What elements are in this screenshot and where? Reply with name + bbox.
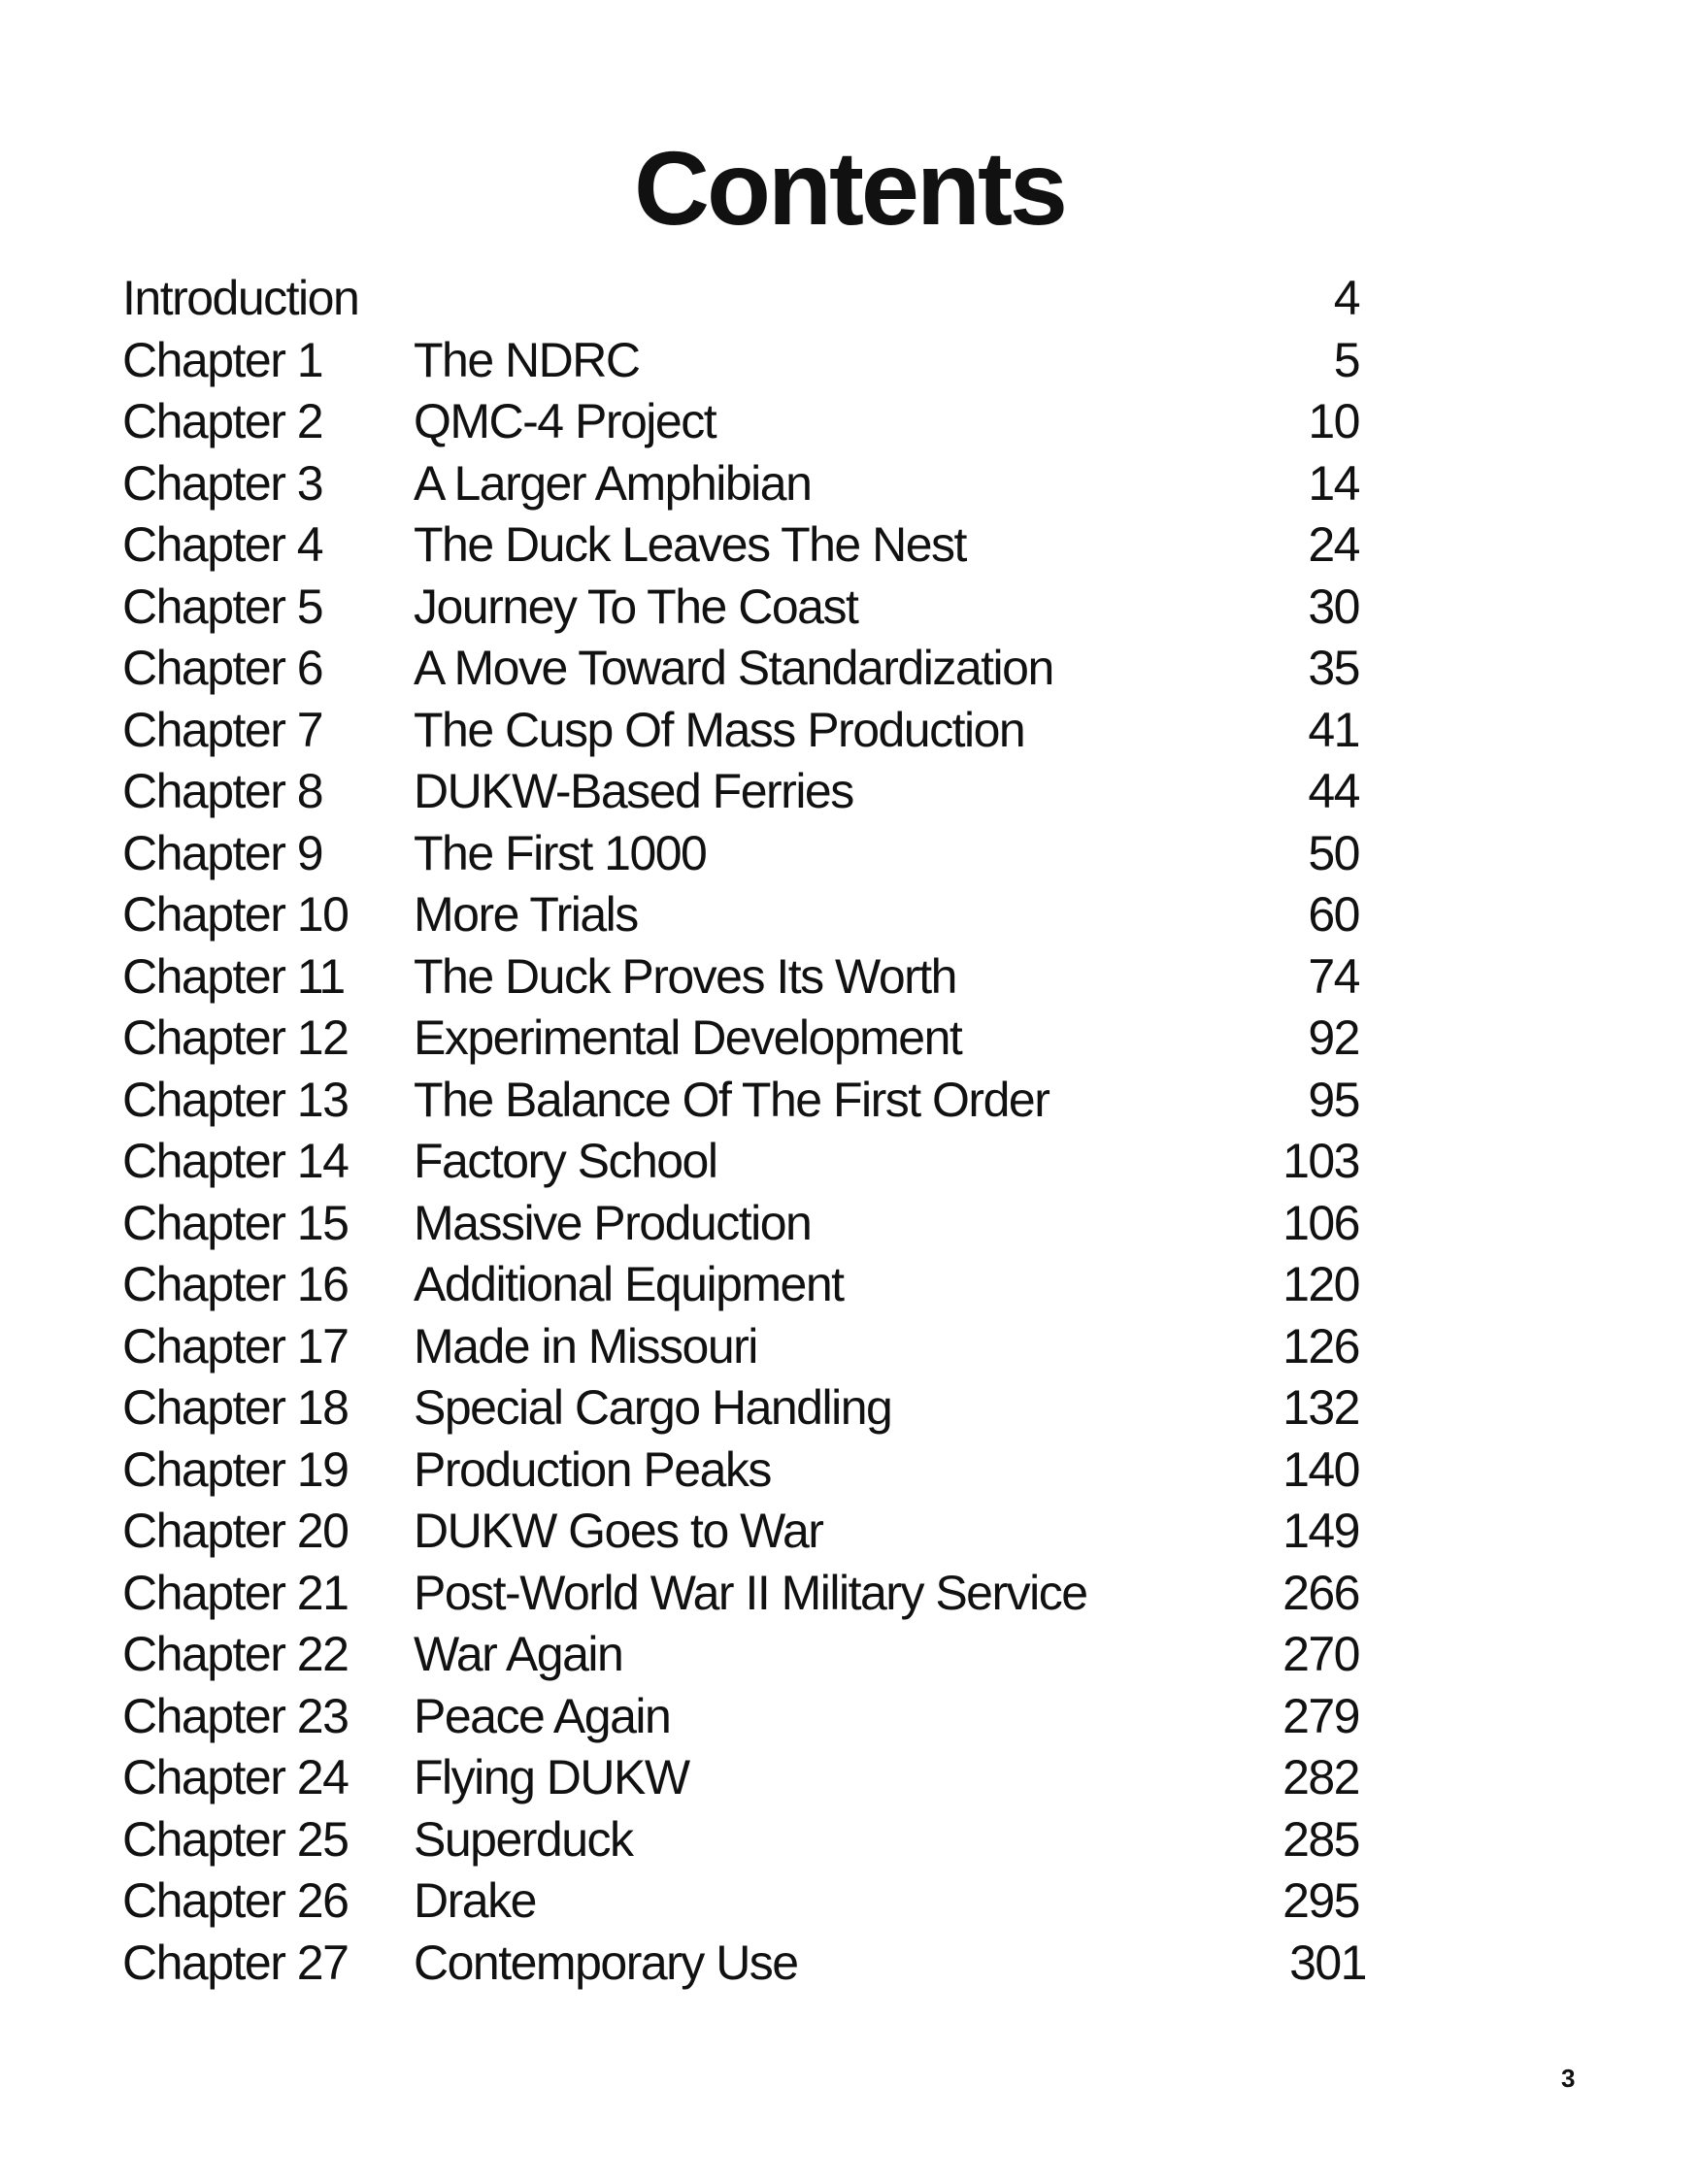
toc-entry (122, 1193, 1359, 1255)
toc-entry (122, 1070, 1359, 1132)
toc-entry-title: Contemporary Use (414, 1935, 798, 1990)
toc-entry-page: 140 (1283, 1441, 1359, 1497)
toc-entry-page: 10 (1308, 394, 1359, 448)
toc-entry-title: War Again (414, 1627, 623, 1681)
toc-entry-page: 285 (1283, 1811, 1359, 1867)
toc-entry-label: Chapter 26 (122, 1873, 349, 1928)
toc-entry-label: Introduction (122, 271, 359, 325)
toc-entry-title: Factory School (414, 1134, 717, 1188)
toc-entry-label: Chapter 23 (122, 1688, 349, 1743)
toc-entry-page: 60 (1308, 887, 1359, 942)
toc-entry-title: A Move Toward Standardization (414, 641, 1053, 695)
toc-entry-label: Chapter 27 (122, 1935, 349, 1990)
toc-entry-title: QMC-4 Project (414, 394, 716, 448)
toc-entry-title: The First 1000 (414, 825, 707, 880)
toc-entry (122, 1501, 1359, 1563)
toc-entry-label: Chapter 9 (122, 825, 323, 880)
toc-entry-label: Chapter 3 (122, 455, 323, 511)
toc-entry (122, 1008, 1359, 1070)
toc-entry-page: 282 (1283, 1750, 1359, 1804)
toc-entry (122, 1316, 1359, 1378)
toc-entry (122, 761, 1359, 823)
toc-entry-label: Chapter 20 (122, 1504, 349, 1558)
toc-entry-page: 35 (1308, 641, 1359, 695)
toc-entry (122, 700, 1359, 762)
table-of-contents (122, 268, 1366, 1994)
toc-entry-label: Chapter 4 (122, 517, 323, 572)
toc-entry-title: Additional Equipment (414, 1257, 844, 1311)
page-number: 3 (1561, 2064, 1576, 2093)
toc-entry-page: 132 (1283, 1380, 1359, 1435)
toc-entry (122, 1563, 1359, 1625)
toc-entry-page: 14 (1308, 455, 1359, 511)
toc-entry (122, 1870, 1359, 1933)
toc-entry-page: 270 (1283, 1627, 1359, 1681)
toc-entry-page: 279 (1283, 1688, 1359, 1743)
toc-entry (122, 823, 1359, 885)
toc-entry-page: 149 (1283, 1504, 1359, 1558)
toc-entry-label: Chapter 24 (122, 1750, 349, 1804)
toc-entry-title: The Balance Of The First Order (414, 1072, 1049, 1127)
toc-entry-label: Chapter 21 (122, 1565, 349, 1620)
toc-entry-label: Chapter 8 (122, 764, 323, 818)
toc-entry (122, 1624, 1359, 1686)
toc-entry-page: 92 (1308, 1010, 1359, 1065)
toc-entry-label: Chapter 6 (122, 641, 323, 695)
toc-entry-page: 295 (1283, 1873, 1359, 1928)
toc-entry (122, 1439, 1359, 1502)
toc-entry-page: 4 (1333, 271, 1359, 325)
toc-entry (122, 638, 1359, 700)
toc-entry-title: Post-World War II Military Service (414, 1565, 1087, 1620)
toc-entry-label: Chapter 25 (122, 1811, 349, 1867)
toc-entry-page: 126 (1283, 1318, 1359, 1373)
toc-entry (122, 1686, 1359, 1748)
toc-entry-title: DUKW Goes to War (414, 1504, 823, 1558)
toc-entry-page: 5 (1333, 332, 1359, 387)
toc-entry (122, 884, 1359, 946)
toc-entry-label: Chapter 16 (122, 1257, 349, 1311)
toc-entry-page: 106 (1283, 1195, 1359, 1250)
toc-entry (122, 268, 1359, 330)
toc-entry-title: The NDRC (414, 332, 640, 387)
toc-entry-title: Flying DUKW (414, 1750, 689, 1804)
toc-entry-label: Chapter 5 (122, 579, 323, 634)
page-title: Contents (634, 129, 1065, 247)
toc-entry (122, 1933, 1366, 1995)
toc-entry-title: Massive Production (414, 1195, 812, 1250)
toc-entry-label: Chapter 11 (122, 948, 345, 1004)
toc-entry-title: The Cusp Of Mass Production (414, 702, 1025, 757)
toc-entry-title: The Duck Leaves The Nest (414, 517, 966, 572)
toc-entry-title: Journey To The Coast (414, 579, 858, 634)
toc-entry-title: Peace Again (414, 1688, 671, 1743)
toc-entry (122, 1131, 1359, 1193)
toc-entry-page: 103 (1283, 1134, 1359, 1188)
toc-entry-page: 24 (1308, 517, 1359, 572)
toc-entry-label: Chapter 19 (122, 1441, 349, 1497)
toc-entry-label: Chapter 10 (122, 887, 349, 942)
toc-entry-label: Chapter 12 (122, 1010, 349, 1065)
toc-entry-title: Special Cargo Handling (414, 1380, 892, 1435)
toc-entry (122, 1254, 1359, 1316)
toc-entry (122, 1747, 1359, 1809)
toc-entry-title: DUKW-Based Ferries (414, 764, 853, 818)
toc-entry-title: Superduck (414, 1811, 633, 1867)
toc-entry (122, 1809, 1359, 1871)
toc-entry (122, 1377, 1359, 1439)
toc-entry-title: Experimental Development (414, 1010, 962, 1065)
toc-entry-label: Chapter 1 (122, 332, 323, 387)
toc-entry-title: Production Peaks (414, 1441, 771, 1497)
toc-entry-page: 266 (1283, 1565, 1359, 1620)
toc-entry-label: Chapter 22 (122, 1627, 349, 1681)
toc-entry (122, 330, 1359, 392)
toc-entry-label: Chapter 15 (122, 1195, 349, 1250)
toc-entry (122, 391, 1359, 453)
toc-entry-title: A Larger Amphibian (414, 455, 812, 511)
toc-entry-page: 120 (1283, 1257, 1359, 1311)
toc-entry-label: Chapter 13 (122, 1072, 349, 1127)
toc-entry-label: Chapter 17 (122, 1318, 349, 1373)
toc-entry-title: The Duck Proves Its Worth (414, 948, 956, 1004)
toc-entry (122, 946, 1359, 1009)
toc-entry-label: Chapter 18 (122, 1380, 349, 1435)
toc-entry-title: Made in Missouri (414, 1318, 757, 1373)
toc-entry (122, 514, 1359, 577)
toc-entry-title: Drake (414, 1873, 536, 1928)
toc-entry-page: 30 (1308, 579, 1359, 634)
toc-entry (122, 577, 1359, 639)
toc-entry-page: 95 (1308, 1072, 1359, 1127)
toc-entry-label: Chapter 2 (122, 394, 323, 448)
toc-entry-page: 301 (1289, 1935, 1366, 1990)
toc-entry-page: 41 (1308, 702, 1359, 757)
toc-entry-page: 44 (1308, 764, 1359, 818)
toc-entry (122, 453, 1359, 515)
toc-entry-page: 50 (1308, 825, 1359, 880)
toc-entry-label: Chapter 14 (122, 1134, 349, 1188)
toc-entry-title: More Trials (414, 887, 638, 942)
toc-entry-page: 74 (1308, 948, 1359, 1004)
toc-entry-label: Chapter 7 (122, 702, 323, 757)
